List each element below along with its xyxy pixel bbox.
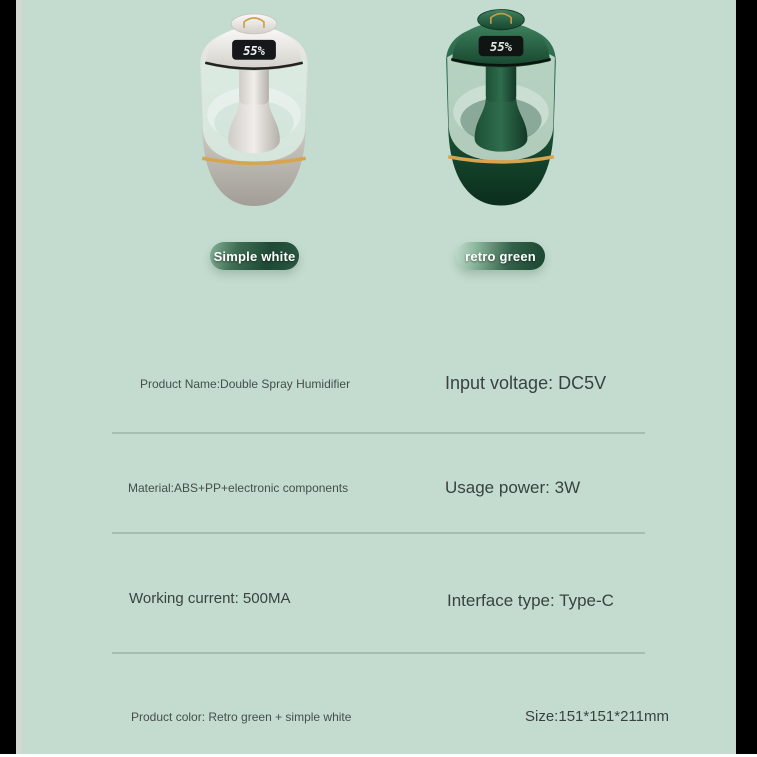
top-knob [478, 9, 525, 29]
color-badge-retro-green [456, 242, 545, 270]
product-photo-simple-white [190, 11, 318, 212]
spec-usage-power: Usage power: 3W [445, 478, 581, 497]
spec-input-voltage: Input voltage: DC5V [445, 373, 607, 393]
spec-working-current: Working current: 500MA [129, 590, 291, 607]
humidity-display-value: 55% [243, 43, 265, 58]
right-gray-strip [735, 0, 736, 757]
spec-product-name: Product Name:Double Spray Humidifier [140, 377, 351, 391]
humidity-display-value: 55% [490, 40, 512, 55]
spec-divider [112, 652, 645, 654]
color-badge-label: Simple white [213, 248, 296, 264]
spec-divider [112, 532, 645, 534]
humidifier-green-graphic [436, 6, 566, 212]
humidifier-white-graphic [190, 11, 318, 212]
spec-material: Material:ABS+PP+electronic components [128, 481, 349, 495]
spec-divider [112, 432, 645, 434]
spec-interface-type: Interface type: Type-C [447, 591, 614, 610]
left-black-bar [0, 0, 16, 757]
top-knob [231, 14, 277, 34]
product-photo-retro-green [436, 6, 566, 212]
left-gray-strip [16, 0, 22, 757]
spec-size: Size:151*151*211mm [525, 708, 669, 725]
right-black-bar [736, 0, 757, 757]
color-badge-label: retro green [465, 248, 536, 264]
color-badge-simple-white [210, 242, 299, 270]
spec-product-color: Product color: Retro green + simple white [131, 710, 352, 724]
